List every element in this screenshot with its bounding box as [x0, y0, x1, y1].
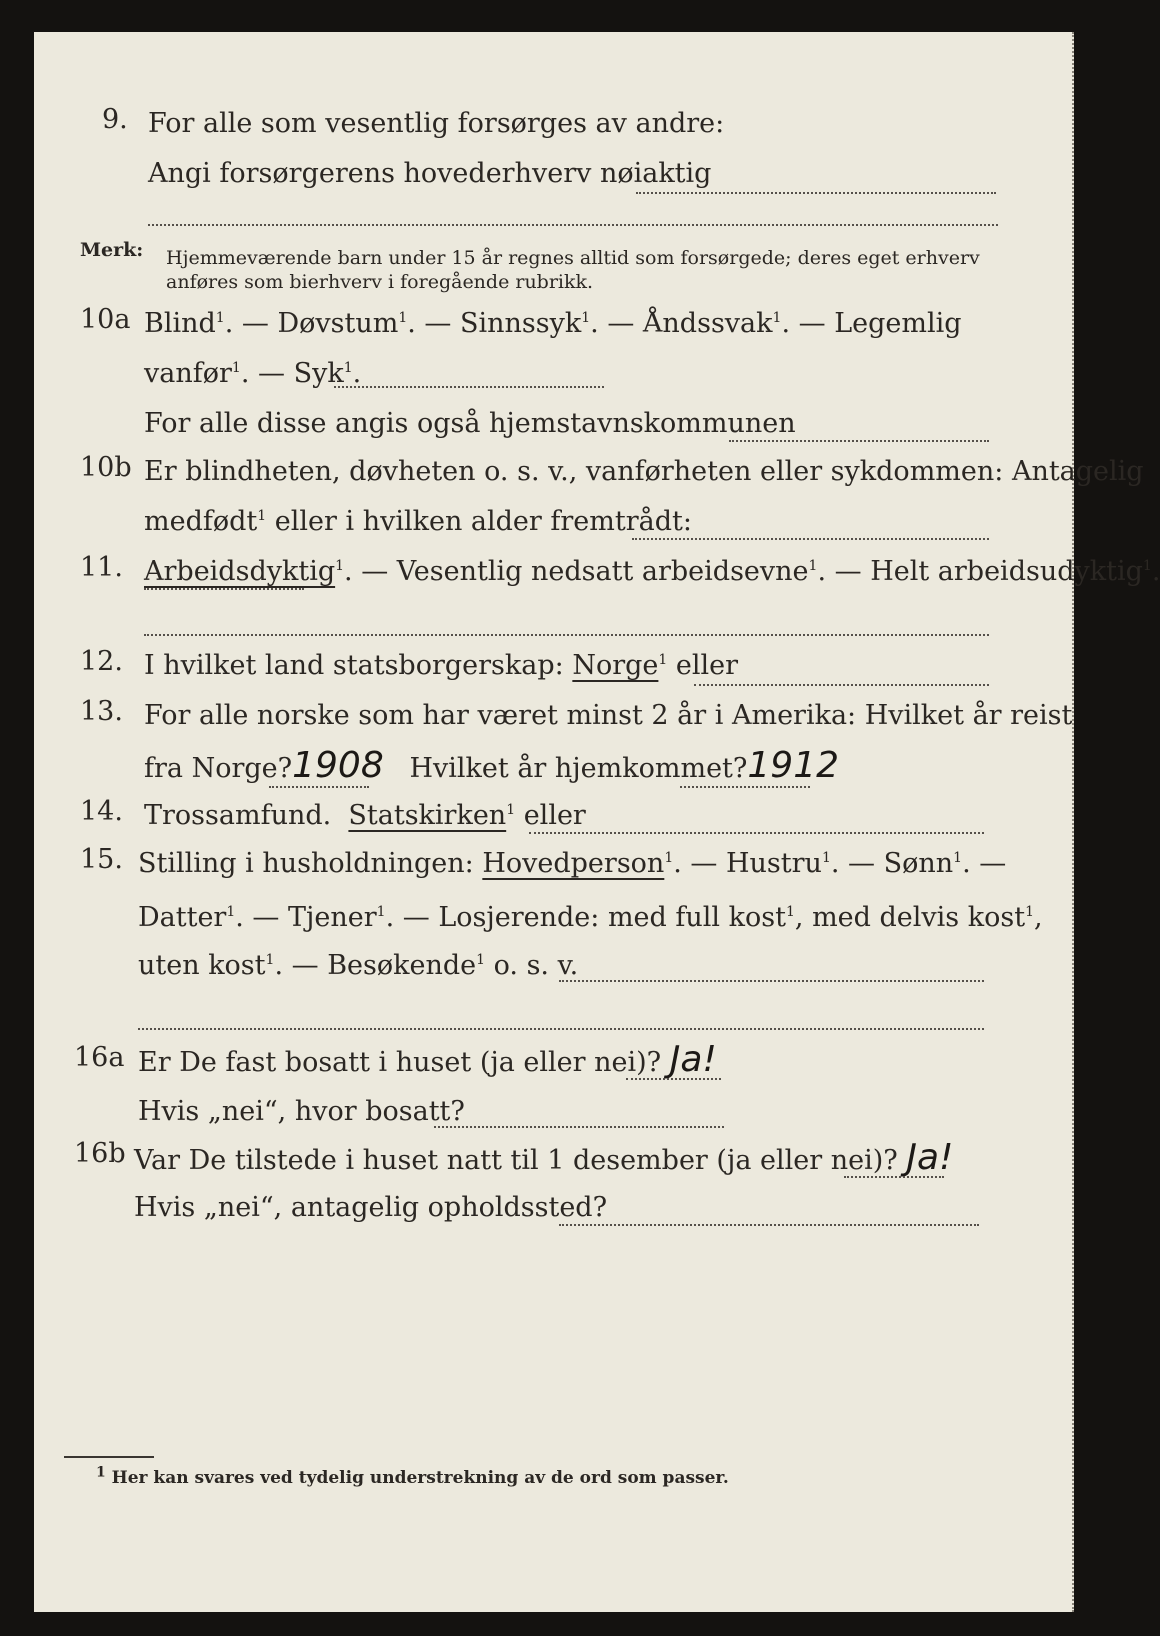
q16b-line-1: Var De tilstede i huset natt til 1 desember (ja eller nei)? Ja! [134, 1137, 954, 1178]
q10a-answer-line[interactable] [334, 386, 604, 388]
q15-option-full-kost[interactable]: med full kost [607, 902, 786, 933]
q10b-line-1: Er blindheten, døvheten o. s. v., vanførheten eller sykdommen: Antagelig [144, 456, 1144, 487]
q15-line-2: Datter$^1$. — Tjener$^1$. — Losjerende: med full kost$^1$, med delvis kost$^1$, [138, 902, 1043, 933]
q11-option-arbeidsdyktig[interactable]: Arbeidsdyktig [144, 556, 336, 587]
q10b-answer-line[interactable] [632, 538, 989, 540]
note-line-2: anføres som bierhverv i foregående rubrikk. [166, 271, 594, 293]
q11-line: Arbeidsdyktig$^1$. — Vesentlig nedsatt arbeidsevne$^1$. — Helt arbeidsudyktig$^1$. [144, 556, 1160, 587]
q15-line-3: uten kost$^1$. — Besøkende$^1$ o. s. v. [138, 950, 579, 981]
q13-left-line [269, 786, 369, 788]
q10a-option-legemlig[interactable]: Legemlig [834, 308, 962, 339]
q12-option-norge[interactable]: Norge [572, 650, 659, 681]
q10a-line-2: vanfør$^1$. — Syk$^1$. [144, 358, 362, 389]
q16b-line-2: Hvis „nei“, antagelig opholdssted? [134, 1192, 608, 1223]
q14-line: Trossamfund. Statskirken$^1$ eller [144, 800, 586, 831]
q16b-followup-line[interactable] [559, 1224, 979, 1226]
q13-number: 13. [80, 696, 123, 727]
q16b-answer[interactable]: Ja! [906, 1137, 954, 1178]
note-label: Merk: [80, 239, 144, 261]
q10a-option-dovstum[interactable]: Døvstum [277, 308, 399, 339]
q16a-answer-line [626, 1078, 721, 1080]
q9-answer-line[interactable] [636, 192, 996, 194]
q16a-answer[interactable]: Ja! [669, 1039, 717, 1080]
q16a-followup-line[interactable] [434, 1126, 724, 1128]
q10a-option-syk[interactable]: Syk [293, 358, 344, 389]
form-page [34, 32, 1160, 1612]
q15-line-1: Stilling i husholdningen: Hovedperson$^1$. — Hustru$^1$. — Sønn$^1$. — [138, 848, 1007, 879]
q15-option-sonn[interactable]: Sønn [883, 848, 954, 879]
q11-option-arbeidsudyktig[interactable]: Helt arbeidsudyktig [870, 556, 1143, 587]
footnote-rule [64, 1456, 154, 1458]
q16a-line-2: Hvis „nei“, hvor bosatt? [138, 1096, 465, 1127]
q9-number: 9. [102, 104, 128, 135]
q15-answer-line-2[interactable] [138, 1028, 984, 1030]
q12-number: 12. [80, 646, 123, 677]
q10b-line-2: medfødt$^1$ eller i hvilken alder fremtrådt: [144, 506, 692, 537]
q10a-option-vanfor[interactable]: vanfør [144, 358, 232, 389]
q16a-line-1: Er De fast bosatt i huset (ja eller nei)? Ja! [138, 1039, 717, 1080]
q9-text: For alle som vesentlig forsørges av andre: [148, 108, 725, 139]
footnote: $^1$ Her kan svares ved tydelig understrekning av de ord som passer. [96, 1464, 729, 1488]
q12-line: I hvilket land statsborgerskap: Norge$^1$ eller [144, 650, 739, 681]
q13-return-line [680, 786, 810, 788]
q14-option-statskirken[interactable]: Statskirken [348, 800, 507, 831]
q16b-answer-line [844, 1176, 944, 1178]
q9-subtext: Angi forsørgerens hovederhverv nøiaktig [148, 158, 712, 189]
q15-option-delvis-kost[interactable]: med delvis kost [812, 902, 1026, 933]
q10b-number: 10b [80, 452, 132, 483]
q15-option-datter[interactable]: Datter [138, 902, 227, 933]
q12-answer-line[interactable] [694, 684, 989, 686]
q15-option-besokende[interactable]: Besøkende [327, 950, 477, 981]
q13-line-2: fra Norge?1908 Hvilket år hjemkommet?1912 [144, 745, 840, 786]
q16a-number: 16a [74, 1042, 125, 1073]
q15-option-tjener[interactable]: Tjener [288, 902, 377, 933]
q13-left-year[interactable]: 1908 [292, 745, 384, 786]
q14-number: 14. [80, 796, 123, 827]
q14-answer-line[interactable] [529, 832, 984, 834]
q10a-subtext: For alle disse angis også hjemstavnskommunen [144, 408, 796, 439]
q11-underline-dots [144, 588, 304, 590]
q10a-option-sinnssyk[interactable]: Sinnssyk [460, 308, 582, 339]
q10a-hometown-line[interactable] [729, 440, 989, 442]
q16b-number: 16b [74, 1138, 126, 1169]
q10a-number: 10a [80, 304, 131, 335]
q11-number: 11. [80, 552, 123, 583]
q10a-line-1: Blind$^1$. — Døvstum$^1$. — Sinnssyk$^1$. — Åndssvak$^1$. — Legemlig [144, 308, 962, 339]
q15-option-hustru[interactable]: Hustru [726, 848, 822, 879]
q11-option-nedsatt[interactable]: Vesentlig nedsatt arbeidsevne [396, 556, 809, 587]
q13-line-1: For alle norske som har været minst 2 år i Amerika: Hvilket år reist [144, 700, 1073, 731]
q15-option-uten-kost[interactable]: uten kost [138, 950, 266, 981]
q9-answer-line-2[interactable] [148, 224, 998, 226]
q15-option-hovedperson[interactable]: Hovedperson [482, 848, 665, 879]
q10a-option-blind[interactable]: Blind [144, 308, 216, 339]
q15-number: 15. [80, 844, 123, 875]
q11-answer-line[interactable] [144, 634, 989, 636]
note-line-1: Hjemmeværende barn under 15 år regnes alltid som forsørgede; deres eget erhverv [166, 247, 980, 269]
q13-return-year[interactable]: 1912 [747, 745, 840, 786]
q15-answer-line[interactable] [559, 980, 984, 982]
q10a-option-andssvak[interactable]: Åndssvak [642, 308, 773, 339]
